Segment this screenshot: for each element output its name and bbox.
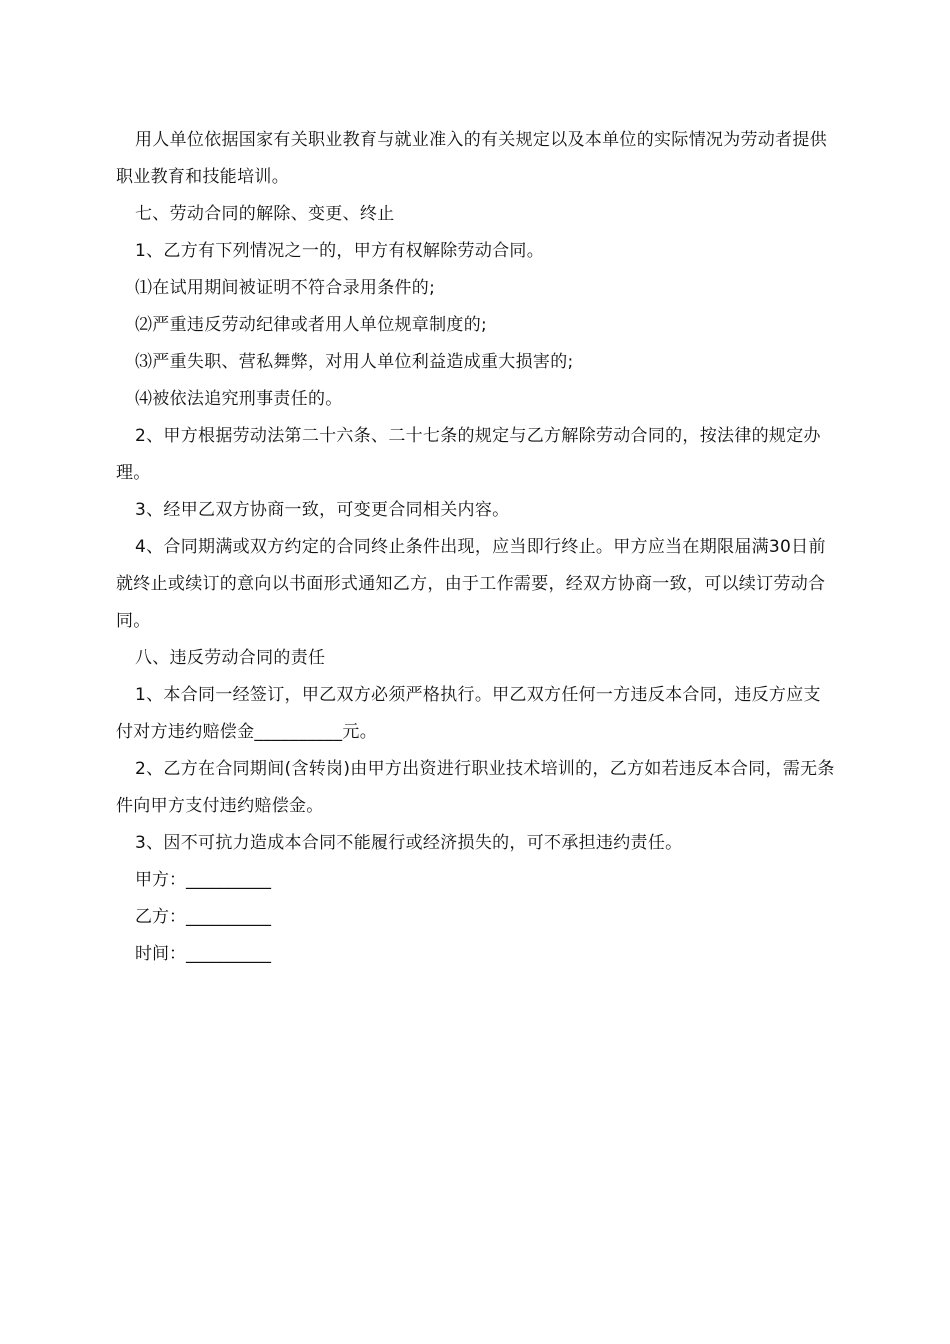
clause-7-1: 1、乙方有下列情况之一的，甲方有权解除劳动合同。	[135, 241, 545, 261]
clause-7-4: 4、合同期满或双方约定的合同终止条件出现，应当即行终止。甲方应当在期限届满30日前就终止或续订的意向以书面形式通知乙方，由于工作需要，经双方协商一致，可以续订劳动合同。	[116, 537, 826, 631]
clause-7-1-item-3: ⑶严重失职、营私舞弊，对用人单位利益造成重大损害的;	[135, 352, 574, 372]
signature-party-a: 甲方：__________	[135, 870, 271, 890]
section-heading-7: 七、劳动合同的解除、变更、终止	[135, 204, 395, 224]
clause-7-1-item-1: ⑴在试用期间被证明不符合录用条件的;	[135, 278, 436, 298]
document-body	[116, 122, 836, 973]
clause-8-3: 3、因不可抗力造成本合同不能履行或经济损失的，可不承担违约责任。	[135, 833, 683, 853]
paragraph-training: 用人单位依据国家有关职业教育与就业准入的有关规定以及本单位的实际情况为劳动者提供职业教育和技能培训。	[116, 130, 827, 187]
clause-8-2: 2、乙方在合同期间(含转岗)由甲方出资进行职业技术培训的，乙方如若违反本合同，需无条件向甲方支付违约赔偿金。	[116, 759, 835, 816]
section-heading-8: 八、违反劳动合同的责任	[135, 648, 326, 668]
clause-7-3: 3、经甲乙双方协商一致，可变更合同相关内容。	[135, 500, 510, 520]
clause-7-2: 2、甲方根据劳动法第二十六条、二十七条的规定与乙方解除劳动合同的，按法律的规定办理。	[116, 426, 821, 483]
clause-8-1: 1、本合同一经签订，甲乙双方必须严格执行。甲乙双方任何一方违反本合同，违反方应支付对方违约赔偿金__________元。	[116, 685, 821, 742]
signature-date: 时间：__________	[135, 944, 271, 964]
signature-party-b: 乙方：__________	[135, 907, 271, 927]
clause-7-1-item-2: ⑵严重违反劳动纪律或者用人单位规章制度的;	[135, 315, 488, 335]
clause-7-1-item-4: ⑷被依法追究刑事责任的。	[135, 389, 343, 409]
